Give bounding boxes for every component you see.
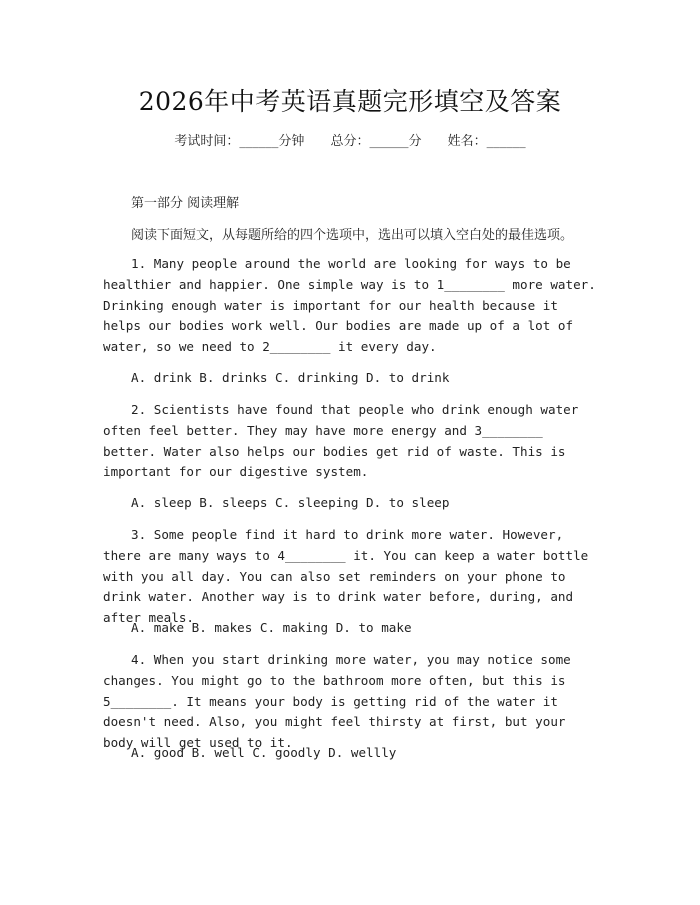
- exam-score: 总分：______分: [330, 134, 422, 149]
- section-title: 第一部分 阅读理解: [131, 196, 240, 211]
- passage-1: 1. Many people around the world are looking for ways to be healthier and happier. One simple way is to 1________ more water. Drinking enough water is important for our health because it helps our bodies work well. Our bodies are made up of a lot of water, so we need to 2________ it every day.: [103, 256, 596, 355]
- page-title: 2026年中考英语真题完形填空及答案: [138, 87, 562, 116]
- options-3: A. make B. makes C. making D. to make: [131, 620, 412, 635]
- exam-meta: [0, 130, 700, 149]
- exam-name: 姓名：______: [447, 134, 526, 149]
- options-2: A. sleep B. sleeps C. sleeping D. to sleep: [131, 495, 450, 510]
- options-1: A. drink B. drinks C. drinking D. to drink: [131, 370, 450, 385]
- options-4: A. good B. well C. goodly D. wellly: [131, 745, 397, 760]
- passage-4: 4. When you start drinking more water, you may notice some changes. You might go to the bathroom more often, but this is 5________. It means your body is getting rid of the water it doesn't need. Also, you might feel thirsty at first, but your body will get used to it.: [103, 652, 571, 751]
- exam-time: 考试时间：______分钟: [174, 134, 305, 149]
- passage-2: 2. Scientists have found that people who drink enough water often feel better. They may have more energy and 3________ better. Water also helps our bodies get rid of waste. This is important for our digestive system.: [103, 402, 579, 480]
- passage-3: 3. Some people find it hard to drink more water. However, there are many ways to 4________ it. You can keep a water bottle with you all day. You can also set reminders on your phone to drink water. Another way is to drink water before, during, and after meals.: [103, 527, 589, 626]
- instruction: 阅读下面短文，从每题所给的四个选项中，选出可以填入空白处的最佳选项。: [131, 228, 574, 243]
